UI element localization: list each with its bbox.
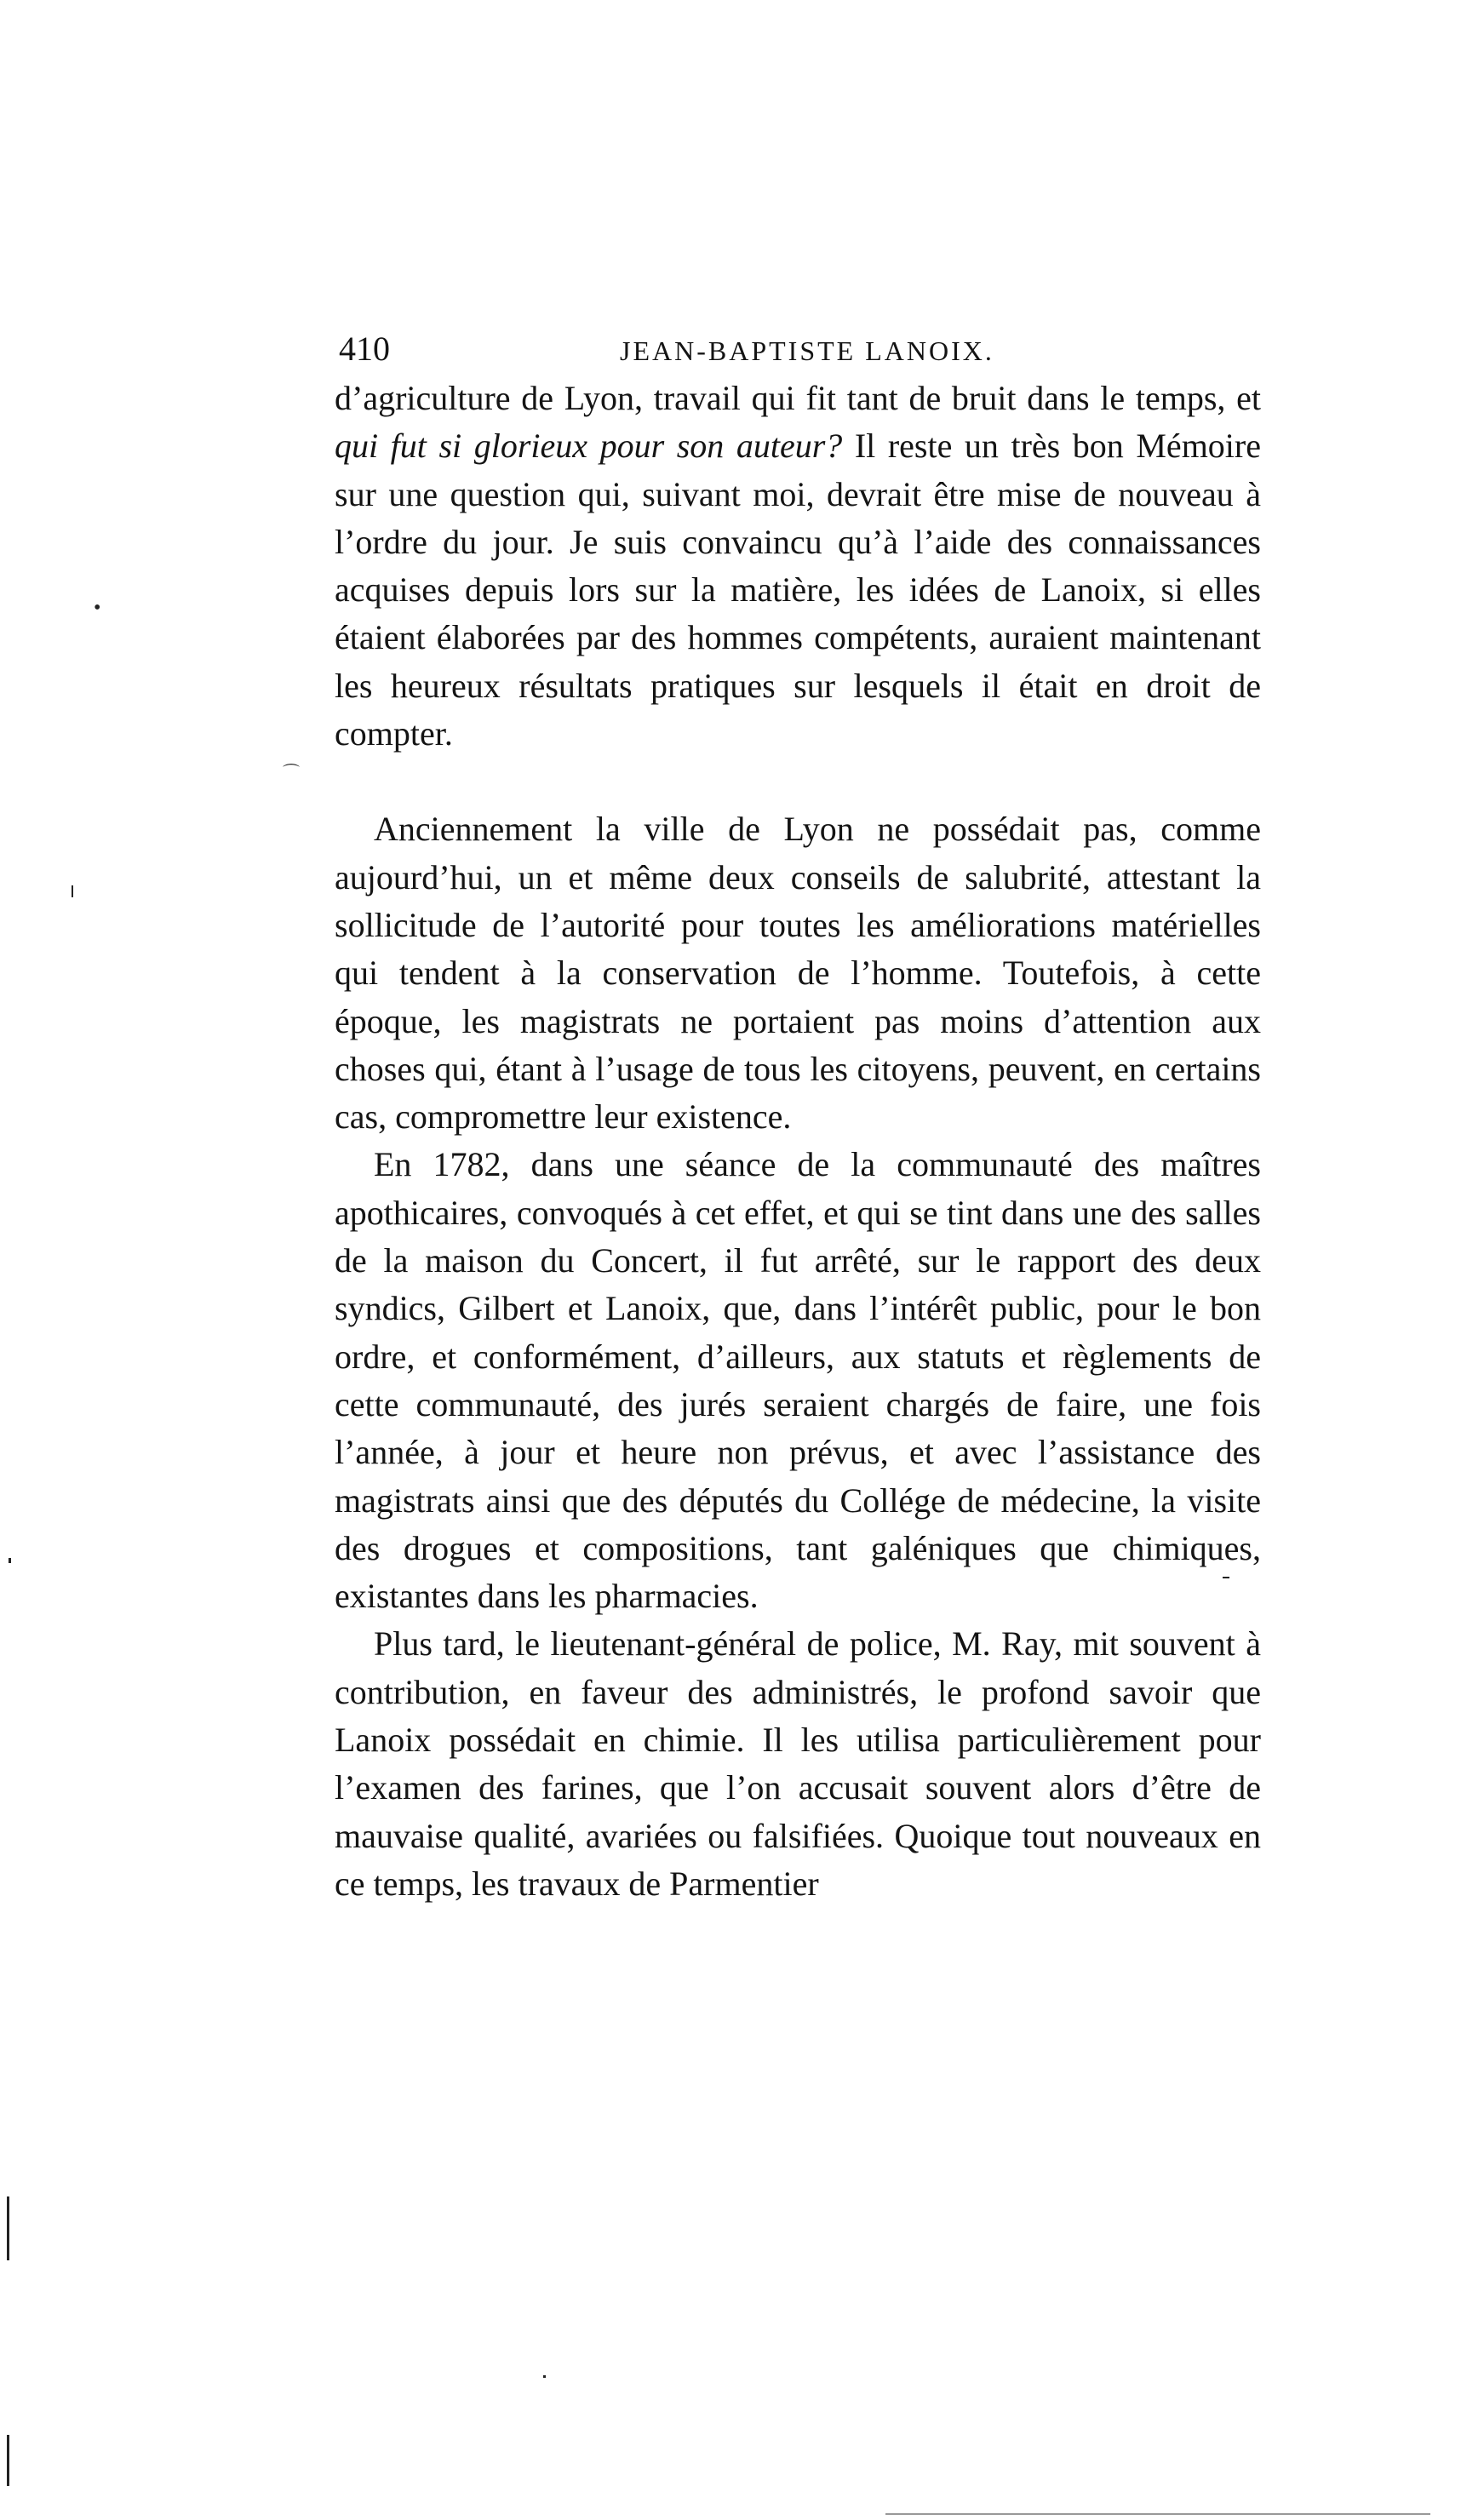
scan-mark	[9, 1558, 11, 1563]
scan-mark	[72, 885, 73, 897]
scan-bottom-rule	[885, 2513, 1430, 2515]
scan-edge-line	[7, 2435, 9, 2486]
scan-speck: ⌒	[283, 764, 300, 782]
text-run: d’agriculture de Lyon, travail qui fit tant de bruit dans le temps, et	[335, 379, 1261, 417]
italic-run: qui fut si glorieux pour son auteur?	[335, 427, 843, 466]
scan-edge-line	[7, 2196, 9, 2260]
paragraph: En 1782, dans une séance de la communauté des maîtres apothicaires, convoqués à cet effet, et qui se tint dans une des salles de la maison du Concert, il fut arrêté, sur le rapport des deux syndics, Gilbert et Lanoix, que, dans l’intérêt public, pour le bon ordre, et conformément, d’ailleurs, aux statuts et règlements de cette communauté, des jurés seraient chargés de faire, une fois l’année, à jour et heure non prévus, et avec l’assistance des magistrats ainsi que des députés du Collége de médecine, la visite des drogues et compositions, tant galéniques que chimiques, existantes dans les pharmacies.	[335, 1145, 1261, 1616]
running-head: JEAN-BAPTISTE LANOIX.	[620, 335, 994, 366]
paragraph: Anciennement la ville de Lyon ne possédait pas, comme aujourd’hui, un et même deux conseils de salubrité, attestant la sollicitude de l’autorité pour toutes les améliorations matérielles qui tendent à la conservation de l’homme. Toutefois, à cette époque, les magistrats ne portaient pas moins d’attention aux choses qui, étant à l’usage de tous les citoyens, peuvent, en certains cas, compromettre leur existence.	[335, 810, 1261, 1137]
text-run: Il reste un très bon Mémoire sur une question qui, suivant moi, devrait être mise de nouveau à l’ordre du jour. Je suis convaincu qu’à l’aide des connaissances acquises depuis lors sur la matière, les idées de Lanoix, si elles étaient élaborées par des hommes compétents, auraient maintenant les heureux résultats pratiques sur lesquels il était en droit de compter.	[335, 427, 1261, 753]
scan-speck: •	[94, 597, 101, 619]
page-number: 410	[339, 329, 390, 368]
scan-mark	[543, 2375, 546, 2378]
paragraph	[335, 375, 1261, 758]
body-text	[335, 375, 1261, 1908]
page-header	[339, 324, 1260, 375]
paragraph: Plus tard, le lieutenant-général de police, M. Ray, mit souvent à contribution, en faveur des administrés, le profond savoir que Lanoix possédait en chimie. Il les utilisa particulièrement pour l’examen des farines, que l’on accusait souvent alors d’être de mauvaise qualité, avariées ou falsifiées. Quoique tout nouveaux en ce temps, les travaux de Parmentier	[335, 1624, 1261, 1903]
